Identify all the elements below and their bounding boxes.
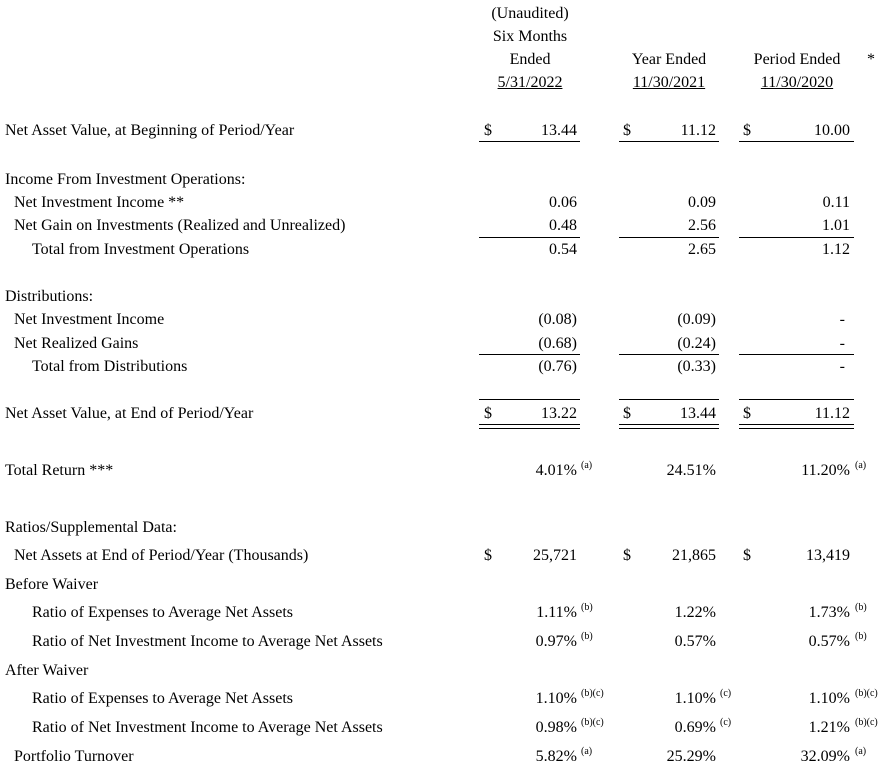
turnover-value-2: 25.29% [666,748,716,765]
total-dist-label: Total from Distributions [32,358,188,375]
aw-expenses-note-2 [720,690,731,708]
aw-nii-note-3 [855,719,878,737]
aw-nii-value-1: 0.98% [535,719,577,736]
income-section-heading: Income From Investment Operations: [5,171,246,188]
gain-value-2: 2.56 [688,217,716,234]
bw-expenses-note-3 [855,604,867,622]
turnover-value-1: 5.82% [535,748,577,765]
bw-expenses-value-1: 1.11% [536,604,577,621]
gain-rule-2 [619,237,719,238]
aw-expenses-value-3: 1.10% [808,690,850,707]
before-waiver-heading: Before Waiver [5,576,99,593]
aw-expenses-note-1 [581,690,604,708]
aw-expenses-sup-1: (b)(c) [581,688,604,699]
gain-label: Net Gain on Investments (Realized and Unrealized) [14,217,346,234]
total-return-value-1: 4.01% [535,462,577,479]
net-assets-label: Net Assets at End of Period/Year (Thousands) [14,547,309,564]
bw-expenses-sup-3: (b) [855,602,867,613]
dist-gain-label: Net Realized Gains [14,335,139,352]
total-ops-value-1: 0.54 [549,241,577,258]
net-assets-dollar-1: $ [484,547,492,564]
col1-header-line2: Six Months [492,28,568,45]
nav-begin-rule-1 [479,141,580,142]
nav-begin-value-2: 11.12 [680,122,716,139]
net-assets-dollar-3: $ [743,547,751,564]
total-return-value-2: 24.51% [666,462,716,479]
gain-rule-1 [479,237,580,238]
turnover-note-1 [581,748,592,766]
bw-expenses-label: Ratio of Expenses to Average Net Assets [32,604,293,621]
bw-nii-note-3 [855,633,867,651]
nii-value-3: 0.11 [822,194,850,211]
total-dist-value-3: - [839,358,845,375]
net-assets-value-1: 25,721 [533,547,577,564]
nii-label: Net Investment Income ** [14,194,185,211]
dist-gain-value-3: - [839,335,845,352]
nav-end-top-rule-2 [619,399,719,400]
aw-expenses-note-3 [855,690,878,708]
aw-nii-sup-2: (c) [720,717,732,728]
bw-expenses-value-3: 1.73% [808,604,850,621]
aw-nii-value-2: 0.69% [674,719,716,736]
turnover-sup-3: (a) [855,746,867,757]
bw-nii-value-3: 0.57% [808,633,850,650]
bw-expenses-sup-1: (b) [581,602,593,613]
nii-value-1: 0.06 [549,194,577,211]
nav-begin-rule-2 [619,141,719,142]
nav-begin-dollar-1: $ [484,122,492,139]
bw-nii-sup-3: (b) [855,631,867,642]
aw-expenses-value-2: 1.10% [674,690,716,707]
aw-nii-sup-1: (b)(c) [581,717,604,728]
nav-begin-dollar-3: $ [743,122,751,139]
nav-end-label: Net Asset Value, at End of Period/Year [5,405,254,422]
nav-begin-dollar-2: $ [623,122,631,139]
ratios-section-heading: Ratios/Supplemental Data: [5,519,177,536]
aw-nii-label: Ratio of Net Investment Income to Average Net Assets [32,719,383,736]
nav-end-dollar-3: $ [743,405,751,422]
dist-gain-rule-2 [619,354,719,355]
aw-nii-sup-3: (b)(c) [855,717,878,728]
nav-begin-label: Net Asset Value, at Beginning of Period/Year [5,122,295,139]
total-return-value-3: 11.20% [801,462,850,479]
dist-nii-value-3: - [839,311,845,328]
dist-gain-rule-3 [739,354,854,355]
aw-expenses-sup-2: (c) [720,688,732,699]
bw-nii-value-2: 0.57% [674,633,716,650]
aw-nii-note-1 [581,719,604,737]
col1-header-line3: Ended [509,51,551,68]
bw-nii-value-1: 0.97% [535,633,577,650]
aw-nii-value-3: 1.21% [808,719,850,736]
dist-section-heading: Distributions: [5,288,94,305]
nav-end-double-rule-2 [619,424,719,429]
col3-header-date: 11/30/2020 [760,74,834,91]
gain-value-3: 1.01 [822,217,850,234]
net-assets-value-2: 21,865 [672,547,716,564]
nav-end-dollar-1: $ [484,405,492,422]
col3-header-line1: Period Ended [753,51,841,68]
nav-end-top-rule-3 [739,399,854,400]
bw-expenses-note-1 [581,604,593,622]
nav-begin-value-3: 10.00 [814,122,850,139]
nav-end-value-1: 13.22 [541,405,577,422]
dist-gain-rule-1 [479,354,580,355]
net-assets-value-3: 13,419 [806,547,850,564]
aw-expenses-label: Ratio of Expenses to Average Net Assets [32,690,293,707]
bw-nii-sup-1: (b) [581,631,593,642]
total-dist-value-1: (0.76) [538,358,577,375]
total-dist-value-2: (0.33) [677,358,716,375]
nav-begin-rule-3 [739,141,854,142]
aw-expenses-value-1: 1.10% [535,690,577,707]
col2-header-date: 11/30/2021 [632,74,706,91]
nav-begin-value-1: 13.44 [541,122,577,139]
dist-nii-label: Net Investment Income [14,311,165,328]
turnover-note-3 [855,748,866,766]
nav-end-value-3: 11.12 [814,405,850,422]
aw-expenses-sup-3: (b)(c) [855,688,878,699]
total-return-note-3 [855,462,866,480]
col1-header-line1: (Unaudited) [491,5,569,22]
total-return-sup-1: (a) [581,460,593,471]
bw-expenses-value-2: 1.22% [674,604,716,621]
dist-gain-value-2: (0.24) [677,335,716,352]
dist-nii-value-2: (0.09) [677,311,716,328]
gain-value-1: 0.48 [549,217,577,234]
col1-header-date: 5/31/2022 [497,74,563,91]
col3-header-asterisk: * [867,51,875,68]
total-return-note-1 [581,462,592,480]
after-waiver-heading: After Waiver [5,662,89,679]
total-return-sup-3: (a) [855,460,867,471]
bw-nii-note-1 [581,633,593,651]
aw-nii-note-2 [720,719,731,737]
nav-end-double-rule-1 [479,424,580,429]
bw-nii-label: Ratio of Net Investment Income to Average Net Assets [32,633,383,650]
total-ops-label: Total from Investment Operations [32,241,250,258]
turnover-value-3: 32.09% [800,748,850,765]
nii-value-2: 0.09 [688,194,716,211]
turnover-sup-1: (a) [581,746,593,757]
total-ops-value-2: 2.65 [688,241,716,258]
nav-end-top-rule-1 [479,399,580,400]
nav-end-value-2: 13.44 [680,405,716,422]
nav-end-dollar-2: $ [623,405,631,422]
nav-end-double-rule-3 [739,424,854,429]
turnover-label: Portfolio Turnover [14,748,134,765]
col2-header-line1: Year Ended [631,51,707,68]
total-ops-value-3: 1.12 [822,241,850,258]
total-return-label: Total Return *** [5,462,114,479]
dist-gain-value-1: (0.68) [538,335,577,352]
gain-rule-3 [739,237,854,238]
dist-nii-value-1: (0.08) [538,311,577,328]
net-assets-dollar-2: $ [623,547,631,564]
